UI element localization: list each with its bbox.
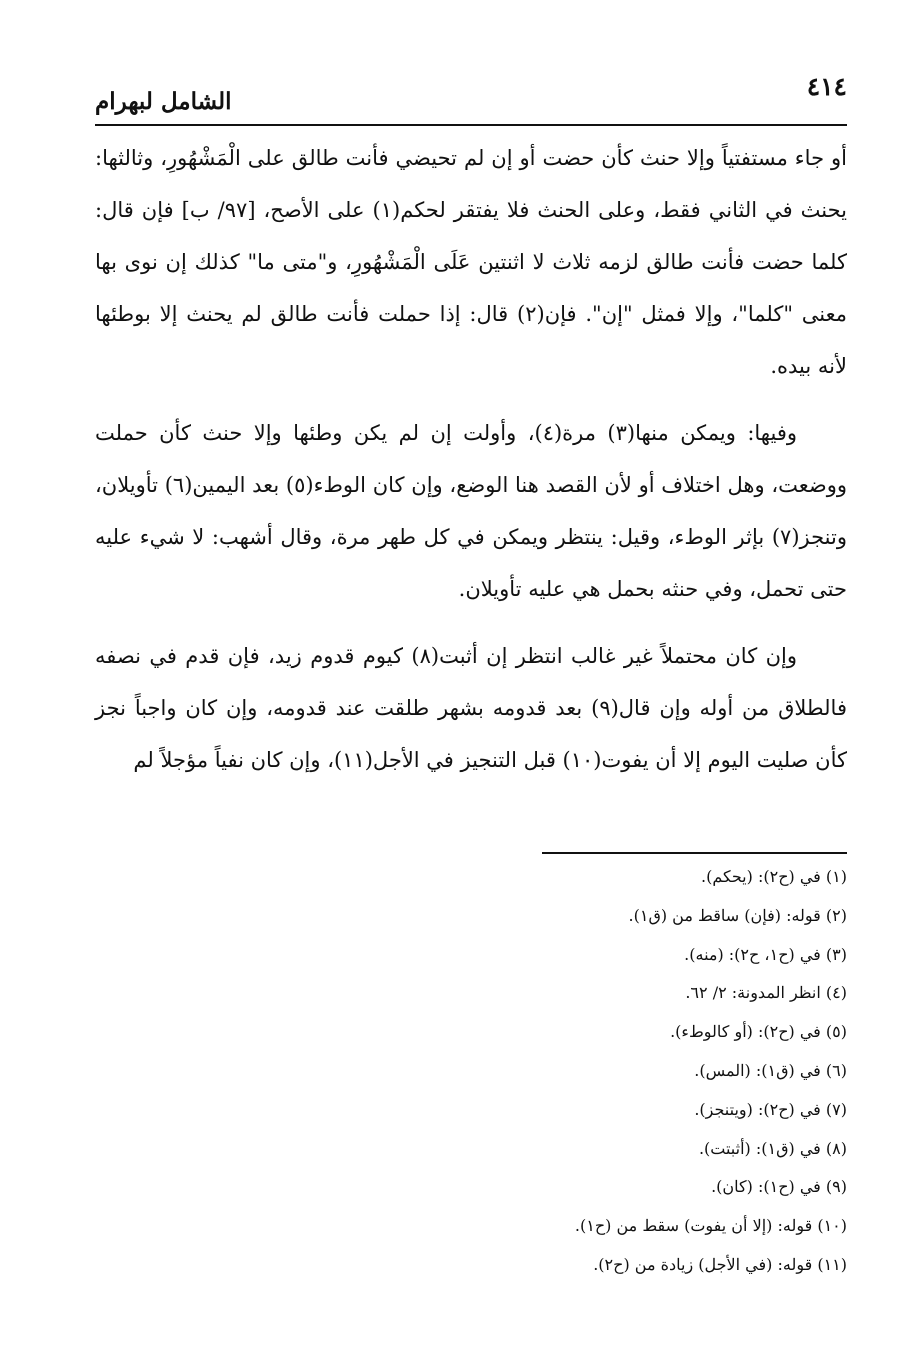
paragraph-3: وإن كان محتملاً غير غالب انتظر إن أثبت(٨) كيوم قدوم زيد، فإن قدم في نصفه فالطلاق من أوله وإن قال(٩) بعد قدومه بشهر طلقت عند قدومه، وإن كان واجباً نجز كأن صليت اليوم إلا أن يفوت(١٠) قبل التنجيز في الأجل(١١)، وإن كان نفياً مؤجلاً لم (95, 644, 847, 772)
main-text (95, 132, 847, 801)
page-number: ٤١٤ (806, 72, 847, 101)
paragraph-2: وفيها: ويمكن منها(٣) مرة(٤)، وأولت إن لم يكن وطئها وإلا حنث كأن حملت ووضعت، وهل اختلاف أو لأن القصد هنا الوضع، وإن كان الوطء(٥) بعد اليمين(٦) تأويلان، وتنجز(٧) بإثر الوطء، وقيل: ينتظر ويمكن في كل طهر مرة، وقال أشهب: لا شيء عليه حتى تحمل، وفي حنثه بحمل هي عليه تأويلان. (95, 421, 847, 601)
page-header (95, 62, 847, 126)
footnote-3: (٣) في (ح١، ح٢): (منه). (684, 944, 847, 964)
footnote-4: (٤) انظر المدونة: ٢/ ٦٢. (685, 983, 847, 1003)
footnote-8: (٨) في (ق١): (أثبتت). (698, 1138, 847, 1158)
footnote-1: (١) في (ح٢): (يحكم). (701, 867, 847, 886)
footnote-5: (٥) في (ح٢): (أو كالوطء). (670, 1022, 847, 1042)
footnote-9: (٩) في (ح١): (كان). (711, 1177, 847, 1197)
footnotes-list (95, 858, 847, 1285)
footnote-6: (٦) في (ق١): (المس). (694, 1060, 847, 1080)
footnote-7: (٧) في (ح٢): (ويتنجز). (694, 1099, 847, 1119)
footnote-11: (١١) قوله: (في الأجل) زيادة من (ح٢). (593, 1254, 847, 1274)
running-title: الشامل لبهرام (95, 88, 232, 115)
footnote-2: (٢) قوله: (فإن) ساقط من (ق١). (628, 905, 847, 925)
footnote-10: (١٠) قوله: (إلا أن يفوت) سقط من (ح١). (574, 1216, 847, 1236)
paragraph-1: أو جاء مستفتياً وإلا حنث كأن حضت أو إن لم تحيضي فأنت طالق على الْمَشْهُورِ، وثالثها: يحنث في الثاني فقط، وعلى الحنث فلا يفتقر لحكم(١) على الأصح، [٩٧/ ب] فإن قال: كلما حضت فأنت طالق لزمه ثلاث لا اثنتين عَلَى الْمَشْهُورِ، و"متى ما" كذلك إن نوى بها معنى "كلما"، وإلا فمثل "إن". فإن(٢) قال: إذا حملت فأنت طالق لم يحنث إلا بوطئها لأنه بيده. (95, 146, 848, 378)
footnote-divider (542, 852, 847, 854)
header-divider (95, 124, 847, 126)
